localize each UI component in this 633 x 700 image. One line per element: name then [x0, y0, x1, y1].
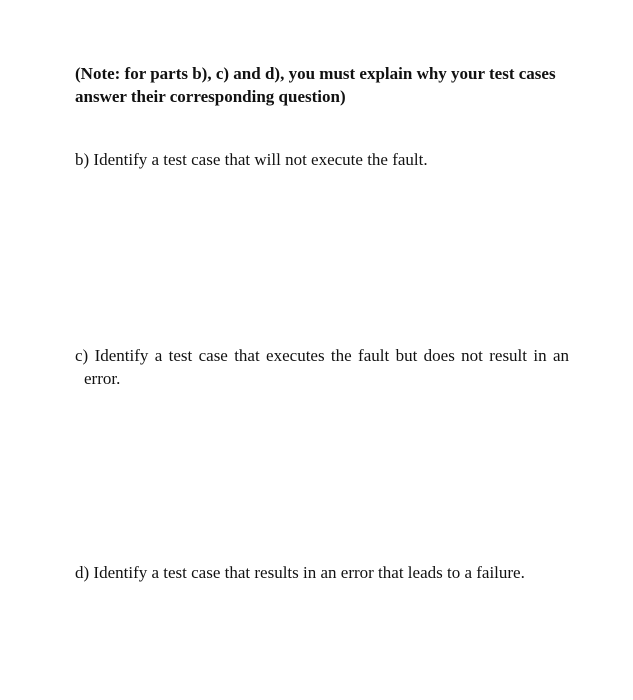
instructions-note: (Note: for parts b), c) and d), you must explain why your test cases answer their corresponding question) — [75, 64, 556, 106]
question-c: c) Identify a test case that executes the fault but does not result in an error. — [75, 346, 569, 388]
question-d: d) Identify a test case that results in an error that leads to a failure. — [75, 563, 525, 582]
question-b: b) Identify a test case that will not execute the fault. — [75, 150, 428, 169]
